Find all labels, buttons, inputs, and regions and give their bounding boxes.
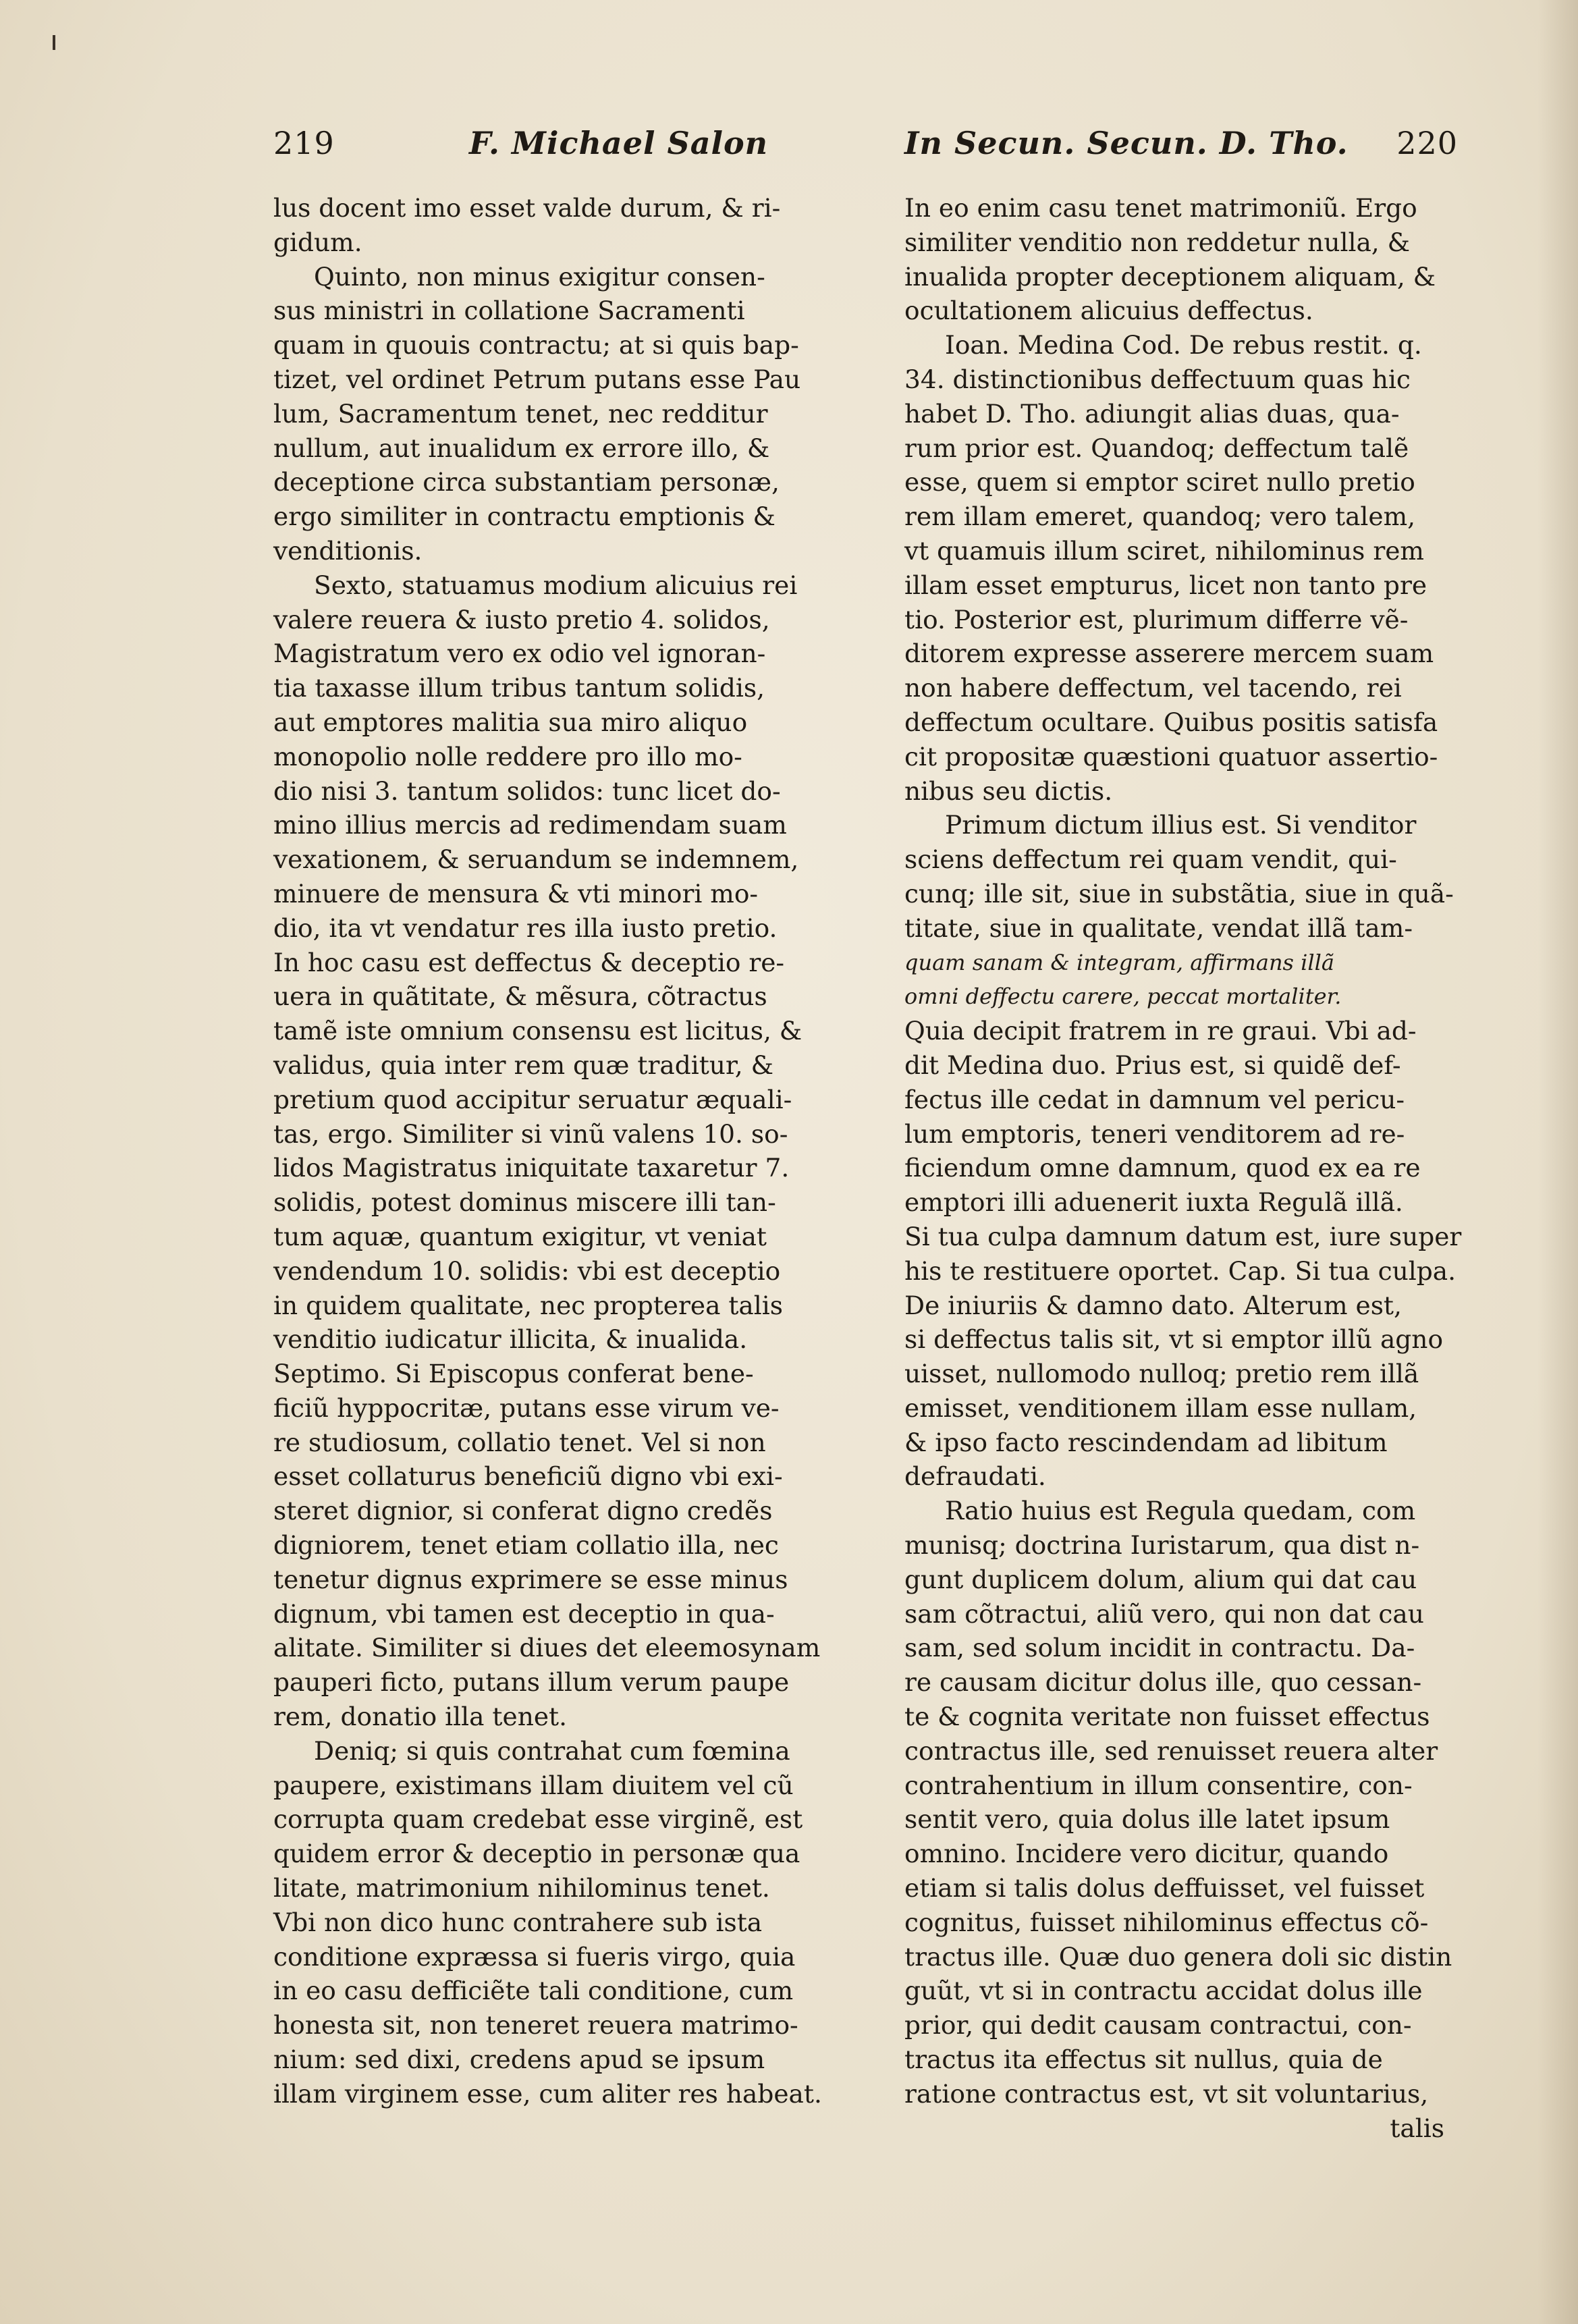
text-line: steret dignior, si conferat digno credẽs [273, 1496, 773, 1526]
text-line: sentit vero, quia dolus ille latet ipsum [904, 1804, 1390, 1835]
text-line: mino illius mercis ad redimendam suam [273, 810, 787, 840]
text-line: dit Medina duo. Prius est, si quidẽ def- [904, 1050, 1401, 1080]
text-line: lus docent imo esset valde durum, & ri- [273, 193, 781, 223]
text-line: paupere, existimans illam diuitem vel cũ [273, 1770, 794, 1800]
right-page-number: 220 [1396, 125, 1458, 161]
text-line: gidum. [273, 227, 362, 257]
text-line: uera in quãtitate, & mẽsura, cõtractus [273, 981, 767, 1012]
text-line: cit propositæ quæstioni quatuor assertio- [904, 741, 1438, 772]
text-line: minuere de mensura & vti minori mo- [273, 878, 759, 909]
text-line: nium: sed dixi, credens apud se ipsum [273, 2045, 765, 2075]
text-line: dio nisi 3. tantum solidos: tunc licet do- [273, 776, 781, 806]
text-line: ditorem expresse asserere mercem suam [904, 639, 1434, 669]
text-line: gunt duplicem dolum, alium qui dat cau [904, 1564, 1417, 1594]
text-line: deceptione circa substantiam personæ, [273, 467, 780, 497]
text-line: Septimo. Si Episcopus conferat bene- [273, 1359, 754, 1389]
text-line: his te restituere oportet. Cap. Si tua culpa. [904, 1255, 1457, 1286]
text-line: tizet, vel ordinet Petrum putans esse Pau [273, 364, 801, 394]
text-line: esset collaturus beneficiũ digno vbi exi- [273, 1461, 783, 1492]
left-running-title: F. Michael Salon [469, 125, 769, 161]
text-line: alitate. Similiter si diues det eleemosynam [273, 1633, 821, 1663]
text-line: prior, qui dedit causam contractui, con- [904, 2010, 1412, 2041]
text-line: similiter venditio non reddetur nulla, & [904, 227, 1411, 257]
text-line: etiam si talis dolus deffuisset, vel fuisset [904, 1873, 1425, 1903]
text-line: quidem error & deceptio in personæ qua [273, 1839, 800, 1869]
text-line: valere reuera & iusto pretio 4. solidos, [273, 604, 770, 634]
text-line: In eo enim casu tenet matrimoniũ. Ergo [904, 193, 1417, 223]
margin-mark [53, 35, 55, 50]
text-line: sciens deffectum rei quam vendit, qui- [904, 844, 1397, 875]
text-line: rem, donatio illa tenet. [273, 1702, 568, 1732]
text-line: tractus ita effectus sit nullus, quia de [904, 2045, 1383, 2075]
text-line: pretium quod accipitur seruatur æquali- [273, 1084, 792, 1114]
catchword: talis [1390, 2113, 1444, 2143]
text-line: cunq; ille sit, siue in substãtia, siue in quã- [904, 878, 1454, 909]
text-line: tum aquæ, quantum exigitur, vt veniat [273, 1221, 767, 1251]
text-line: Ratio huius est Regula quedam, com [945, 1496, 1416, 1526]
text-line: in eo casu defficiẽte tali conditione, cum [273, 1976, 794, 2006]
text-line: quam in quouis contractu; at si quis bap- [273, 330, 799, 360]
text-line: ocultationem alicuius deffectus. [904, 296, 1313, 326]
text-line: aut emptores malitia sua miro aliquo [273, 707, 748, 737]
text-line: venditionis. [273, 535, 423, 566]
text-line: Quinto, non minus exigitur consen- [314, 261, 765, 292]
text-line: digniorem, tenet etiam collatio illa, nec [273, 1530, 779, 1561]
text-line: & ipso facto rescindendam ad libitum [904, 1427, 1388, 1457]
text-line: guũt, vt si in contractu accidat dolus ille [904, 1976, 1423, 2006]
text-line: habet D. Tho. adiungit alias duas, qua- [904, 398, 1400, 429]
text-line: deffectum ocultare. Quibus positis satisfa [904, 707, 1438, 737]
text-line: Si tua culpa damnum datum est, iure super [904, 1221, 1462, 1251]
text-line: Deniq; si quis contrahat cum fœmina [314, 1735, 790, 1766]
text-line: tia taxasse illum tribus tantum solidis, [273, 673, 765, 703]
text-line: lum emptoris, teneri venditorem ad re- [904, 1118, 1405, 1149]
text-line: omni deffectu carere, peccat mortaliter. [904, 983, 1342, 1010]
text-line: De iniuriis & damno dato. Alterum est, [904, 1290, 1402, 1320]
text-line: tas, ergo. Similiter si vinũ valens 10. so- [273, 1118, 788, 1149]
text-line: Vbi non dico hunc contrahere sub ista [273, 1907, 763, 1937]
text-line: si deffectus talis sit, vt si emptor illũ agno [904, 1324, 1444, 1355]
text-line: omnino. Incidere vero dicitur, quando [904, 1839, 1389, 1869]
left-page-number: 219 [273, 125, 335, 161]
text-line: emisset, venditionem illam esse nullam, [904, 1393, 1417, 1423]
text-line: sam, sed solum incidit in contractu. Da- [904, 1633, 1415, 1663]
text-line: nibus seu dictis. [904, 776, 1113, 806]
text-line: Primum dictum illius est. Si venditor [945, 810, 1417, 840]
text-line: Ioan. Medina Cod. De rebus restit. q. [945, 330, 1422, 360]
text-line: inualida propter deceptionem aliquam, & [904, 261, 1436, 292]
text-line: tio. Posterior est, plurimum differre vẽ- [904, 604, 1409, 634]
text-line: quam sanam & integram, affirmans illã [904, 949, 1334, 975]
text-line: Sexto, statuamus modium alicuius rei [314, 570, 798, 600]
text-line: emptori illi aduenerit iuxta Regulã illã. [904, 1187, 1403, 1218]
text-line: litate, matrimonium nihilominus tenet. [273, 1873, 770, 1903]
text-line: fectus ille cedat in damnum vel pericu- [904, 1084, 1405, 1114]
text-line: ficiũ hyppocritæ, putans esse virum ve- [273, 1393, 780, 1423]
text-line: ergo similiter in contractu emptionis & [273, 502, 776, 532]
right-text-column [904, 191, 1462, 2145]
text-line: corrupta quam credebat esse virginẽ, est [273, 1804, 803, 1835]
text-line: illam esset empturus, licet non tanto pre [904, 570, 1427, 600]
text-line: sam cõtractui, aliũ vero, qui non dat cau [904, 1598, 1424, 1629]
text-line: ficiendum omne damnum, quod ex ea re [904, 1153, 1421, 1183]
text-line: lidos Magistratus iniquitate taxaretur 7. [273, 1153, 790, 1183]
text-line: non habere deffectum, vel tacendo, rei [904, 673, 1402, 703]
text-line: nullum, aut inualidum ex errore illo, & [273, 433, 770, 463]
text-line: in quidem qualitate, nec propterea talis [273, 1290, 784, 1320]
text-line: cognitus, fuisset nihilominus effectus cõ- [904, 1907, 1429, 1937]
right-page-header [904, 125, 1458, 172]
text-line: 34. distinctionibus deffectuum quas hic [904, 364, 1411, 394]
text-line: monopolio nolle reddere pro illo mo- [273, 741, 742, 772]
text-line: re causam dicitur dolus ille, quo cessan- [904, 1667, 1422, 1698]
text-line: In hoc casu est deffectus & deceptio re- [273, 947, 785, 977]
text-line: dignum, vbi tamen est deceptio in qua- [273, 1598, 775, 1629]
text-line: pauperi ficto, putans illum verum paupe [273, 1667, 790, 1698]
text-line: munisq; doctrina Iuristarum, qua dist n- [904, 1530, 1420, 1561]
page-edge-shadow [1538, 0, 1578, 2324]
text-line: contractus ille, sed renuisset reuera alter [904, 1735, 1438, 1766]
text-line: vexationem, & seruandum se indemnem, [273, 844, 799, 875]
text-line: honesta sit, non teneret reuera matrimo- [273, 2010, 798, 2041]
text-line: sus ministri in collatione Sacramenti [273, 296, 745, 326]
text-line: rum prior est. Quandoq; deffectum talẽ [904, 433, 1409, 463]
text-line: Magistratum vero ex odio vel ignoran- [273, 639, 766, 669]
text-line: defraudati. [904, 1461, 1046, 1492]
text-line: dio, ita vt vendatur res illa iusto pretio. [273, 913, 778, 943]
text-line: vt quamuis illum sciret, nihilominus rem [904, 535, 1424, 566]
text-line: vendendum 10. solidis: vbi est deceptio [273, 1255, 781, 1286]
text-line: Quia decipit fratrem in re graui. Vbi ad- [904, 1016, 1417, 1046]
text-line: venditio iudicatur illicita, & inualida. [273, 1324, 748, 1355]
text-line: esse, quem si emptor sciret nullo pretio [904, 467, 1415, 497]
text-line: illam virginem esse, cum aliter res habeat. [273, 2078, 822, 2109]
right-running-title: In Secun. Secun. D. Tho. [904, 125, 1349, 161]
text-line: ratione contractus est, vt sit voluntarius, [904, 2078, 1429, 2109]
text-line: rem illam emeret, quandoq; vero talem, [904, 502, 1416, 532]
text-line: lum, Sacramentum tenet, nec redditur [273, 398, 768, 429]
text-line: tractus ille. Quæ duo genera doli sic distin [904, 1941, 1452, 1972]
text-line: tamẽ iste omnium consensu est licitus, & [273, 1016, 802, 1046]
text-line: conditione expræssa si fueris virgo, quia [273, 1941, 796, 1972]
text-line: contrahentium in illum consentire, con- [904, 1770, 1413, 1800]
left-text-column [273, 191, 867, 2111]
text-line: validus, quia inter rem quæ traditur, & [273, 1050, 773, 1080]
text-line: titate, siue in qualitate, vendat illã tam- [904, 913, 1413, 943]
text-line: tenetur dignus exprimere se esse minus [273, 1564, 788, 1594]
text-line: te & cognita veritate non fuisset effectus [904, 1702, 1430, 1732]
text-line: uisset, nullomodo nulloq; pretio rem illã [904, 1359, 1419, 1389]
text-line: re studiosum, collatio tenet. Vel si non [273, 1427, 766, 1457]
text-line: solidis, potest dominus miscere illi tan- [273, 1187, 776, 1218]
